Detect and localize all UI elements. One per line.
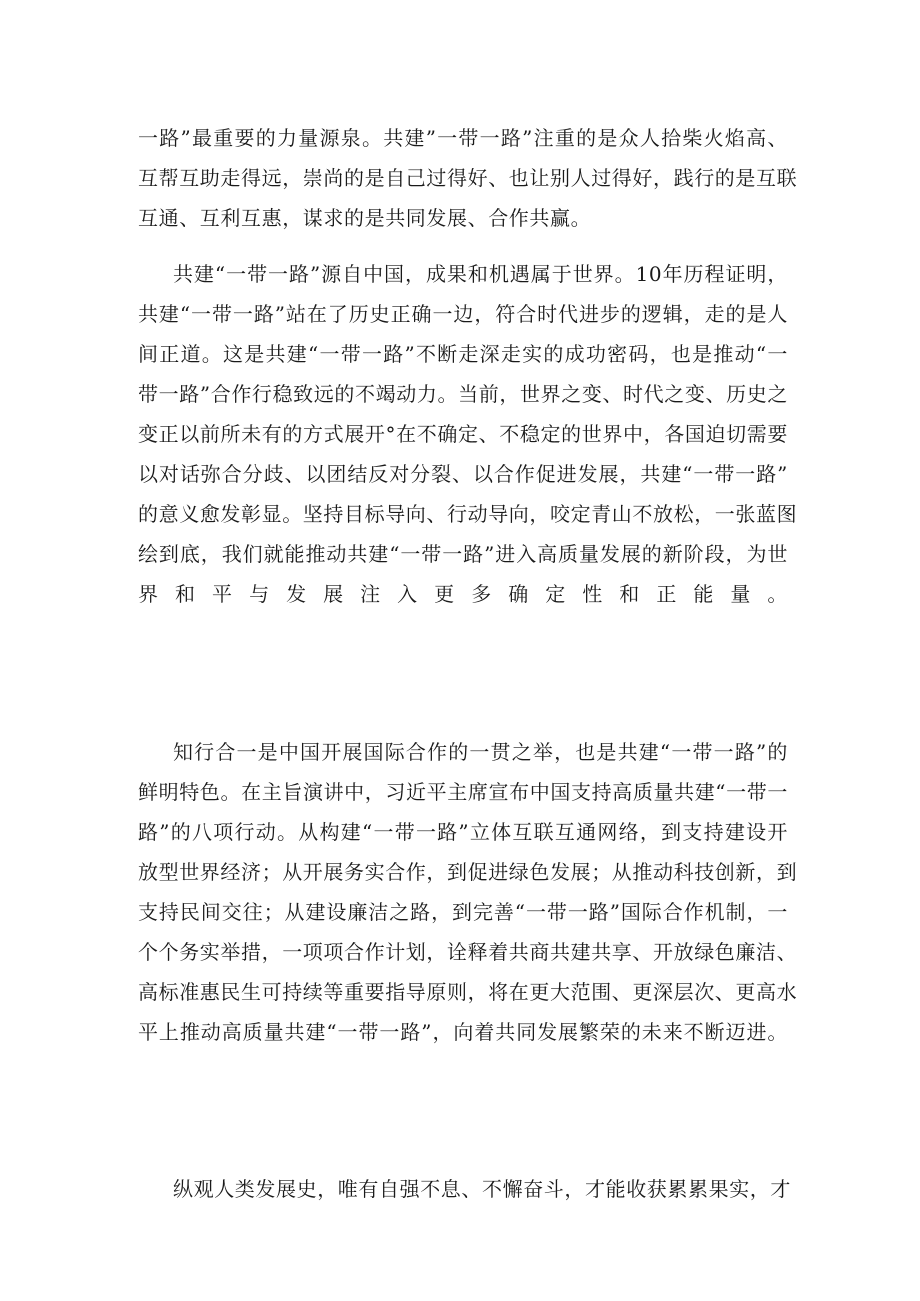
paragraph-1	[138, 118, 798, 238]
paragraph-line: 放型世界经济；从开展务实合作，到促进绿色发展；从推动科技创新，到	[138, 860, 798, 884]
paragraph-line: 共建“一带一路”源自中国，成果和机遇属于世界。10年历程证明，	[173, 262, 788, 286]
paragraph-2	[138, 254, 798, 654]
paragraph-line: 互帮互助走得远，崇尚的是自己过得好、也让别人过得好，践行的是互联	[138, 166, 798, 190]
paragraph-line: 知行合一是中国开展国际合作的一贯之举，也是共建“一带一路”的	[173, 740, 788, 764]
paragraph-line: 互通、互利互惠，谋求的是共同发展、合作共赢。	[138, 206, 592, 230]
paragraph-line: 平上推动高质量共建“一带一路”，向着共同发展繁荣的未来不断迈进。	[138, 1020, 788, 1044]
paragraph-4	[138, 1169, 791, 1209]
paragraph-line: 一路”最重要的力量源泉。共建”一带一路”注重的是众人拾柴火焰高、	[138, 126, 788, 150]
paragraph-line: 高标准惠民生可持续等重要指导原则，将在更大范围、更深层次、更高水	[138, 980, 798, 1004]
paragraph-line: 鲜明特色。在主旨演讲中，习近平主席宣布中国支持高质量共建“一带一	[138, 780, 788, 804]
paragraph-line: 的意义愈发彰显。坚持目标导向、行动导向，咬定青山不放松，一张蓝图	[138, 502, 798, 526]
paragraph-line: 界和平与发展注入更多确定性和正能量。	[138, 582, 788, 606]
paragraph-line: 个个务实举措，一项项合作计划，诠释着共商共建共享、开放绿色廉洁、	[138, 940, 798, 964]
paragraph-line: 带一路”合作行稳致远的不竭动力。当前，世界之变、时代之变、历史之	[138, 382, 788, 406]
paragraph-line: 路”的八项行动。从构建“一带一路”立体互联互通网络，到支持建设开	[138, 820, 788, 844]
paragraph-line	[138, 1052, 788, 1092]
paragraph-3	[138, 732, 798, 1092]
paragraph-line: 间正道。这是共建“一带一路”不断走深走实的成功密码，也是推动“一	[138, 342, 788, 366]
paragraph-line	[138, 614, 788, 654]
paragraph-line: 共建“一带一路”站在了历史正确一边，符合时代进步的逻辑，走的是人	[138, 302, 788, 326]
paragraph-line: 以对话弥合分歧、以团结反对分裂、以合作促进发展，共建“一带一路”	[138, 462, 788, 486]
paragraph-line: 变正以前所未有的方式展开°在不确定、不稳定的世界中，各国迫切需要	[138, 422, 788, 446]
paragraph-line: 纵观人类发展史，唯有自强不息、不懈奋斗，才能收获累累果实，才	[173, 1177, 791, 1201]
paragraph-line: 绘到底，我们就能推动共建“一带一路”进入高质量发展的新阶段，为世	[138, 542, 788, 566]
paragraph-line: 支持民间交往；从建设廉洁之路，到完善“一带一路”国际合作机制，一	[138, 900, 788, 924]
